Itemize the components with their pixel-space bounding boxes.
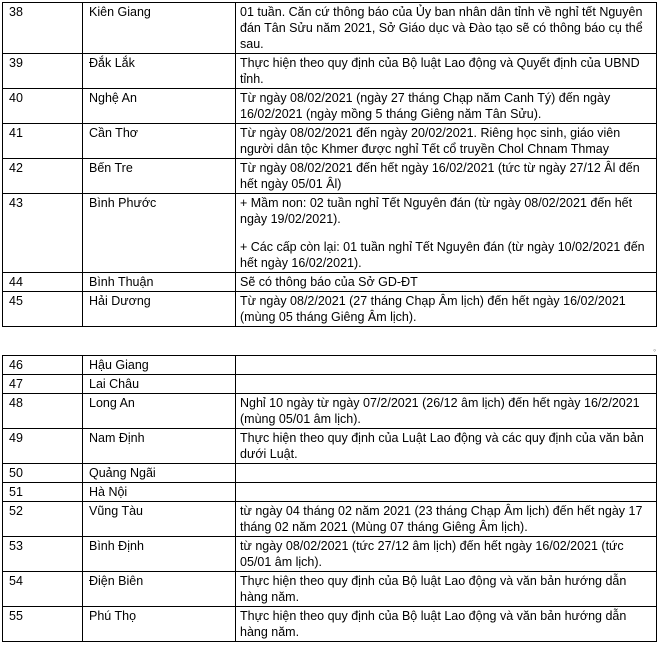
holiday-schedule bbox=[236, 483, 657, 502]
schedule-paragraph: Từ ngày 08/02/2021 (ngày 27 tháng Chạp năm Canh Tý) đến ngày 16/02/2021 (ngày mồng 5 tháng Giêng năm Tân Sửu). bbox=[240, 91, 611, 121]
row-number: 51 bbox=[3, 483, 83, 502]
schedule-paragraph: Thực hiện theo quy định của Bộ luật Lao động và Quyết định của UBND tỉnh. bbox=[240, 56, 640, 86]
province-name: Long An bbox=[83, 394, 236, 429]
table-row bbox=[3, 54, 657, 89]
holiday-table-part-1 bbox=[2, 2, 657, 327]
holiday-schedule bbox=[236, 502, 657, 537]
row-number: 55 bbox=[3, 607, 83, 642]
province-name: Hậu Giang bbox=[83, 356, 236, 375]
schedule-paragraph: Nghỉ 10 ngày từ ngày 07/2/2021 (26/12 âm lịch) đến hết ngày 16/2/2021 (mùng 05/01 âm lịch). bbox=[240, 396, 640, 426]
holiday-schedule bbox=[236, 159, 657, 194]
province-name: Nam Định bbox=[83, 429, 236, 464]
row-number: 48 bbox=[3, 394, 83, 429]
province-name: Kiên Giang bbox=[83, 3, 236, 54]
schedule-paragraph bbox=[240, 465, 652, 481]
holiday-schedule bbox=[236, 89, 657, 124]
holiday-schedule bbox=[236, 54, 657, 89]
holiday-schedule bbox=[236, 429, 657, 464]
table-row bbox=[3, 273, 657, 292]
holiday-schedule bbox=[236, 194, 657, 273]
province-name: Hà Nội bbox=[83, 483, 236, 502]
province-name: Bình Phước bbox=[83, 194, 236, 273]
table-row bbox=[3, 572, 657, 607]
holiday-schedule bbox=[236, 124, 657, 159]
row-number: 54 bbox=[3, 572, 83, 607]
schedule-paragraph: 01 tuần. Căn cứ thông báo của Ủy ban nhân dân tỉnh về nghỉ tết Nguyên đán Tân Sửu năm 2021, Sở Giáo dục và Đào tạo sẽ có thông báo cụ thể sau. bbox=[240, 5, 643, 51]
schedule-paragraph: Thực hiện theo quy định của Bộ luật Lao động và văn bản hướng dẫn hàng năm. bbox=[240, 574, 627, 604]
holiday-table-part-2 bbox=[2, 355, 657, 642]
table-row bbox=[3, 607, 657, 642]
schedule-paragraph: Thực hiện theo quy định của Bộ luật Lao động và văn bản hướng dẫn hàng năm. bbox=[240, 609, 627, 639]
table-row bbox=[3, 464, 657, 483]
row-number: 40 bbox=[3, 89, 83, 124]
schedule-paragraph: + Các cấp còn lại: 01 tuần nghỉ Tết Nguyên đán (từ ngày 10/02/2021 đến hết ngày 16/02/2021). bbox=[240, 240, 645, 270]
holiday-schedule bbox=[236, 375, 657, 394]
schedule-paragraph: Từ ngày 08/2/2021 (27 tháng Chạp Âm lịch) đến hết ngày 16/02/2021 (mùng 05 tháng Giêng Âm lịch). bbox=[240, 294, 626, 324]
row-number: 38 bbox=[3, 3, 83, 54]
row-number: 43 bbox=[3, 194, 83, 273]
schedule-paragraph: từ ngày 08/02/2021 (tức 27/12 âm lịch) đến hết ngày 16/02/2021 (tức 05/01 âm lịch). bbox=[240, 539, 624, 569]
page-break-marker: ◦ bbox=[653, 345, 657, 355]
row-number: 39 bbox=[3, 54, 83, 89]
schedule-paragraph: từ ngày 04 tháng 02 năm 2021 (23 tháng Chạp Âm lịch) đến hết ngày 17 tháng 02 năm 2021 (Mùng 07 tháng Giêng Âm lịch). bbox=[240, 504, 643, 534]
schedule-paragraph: Thực hiện theo quy định của Luật Lao động và các quy định của văn bản dưới Luật. bbox=[240, 431, 644, 461]
holiday-schedule bbox=[236, 356, 657, 375]
table-row bbox=[3, 483, 657, 502]
table-row bbox=[3, 3, 657, 54]
row-number: 46 bbox=[3, 356, 83, 375]
schedule-paragraph: Từ ngày 08/02/2021 đến hết ngày 16/02/2021 (tức từ ngày 27/12 Âl đến hết ngày 05/01 Âl) bbox=[240, 161, 640, 191]
table-row bbox=[3, 394, 657, 429]
schedule-paragraph bbox=[240, 357, 652, 373]
row-number: 50 bbox=[3, 464, 83, 483]
table-row bbox=[3, 356, 657, 375]
holiday-schedule bbox=[236, 273, 657, 292]
province-name: Lai Châu bbox=[83, 375, 236, 394]
table-row bbox=[3, 502, 657, 537]
holiday-schedule bbox=[236, 607, 657, 642]
table-row bbox=[3, 159, 657, 194]
row-number: 47 bbox=[3, 375, 83, 394]
schedule-paragraph: Sẽ có thông báo của Sở GD-ĐT bbox=[240, 275, 418, 289]
holiday-schedule bbox=[236, 464, 657, 483]
province-name: Đắk Lắk bbox=[83, 54, 236, 89]
row-number: 42 bbox=[3, 159, 83, 194]
table-body bbox=[3, 356, 657, 642]
province-name: Quảng Ngãi bbox=[83, 464, 236, 483]
holiday-schedule bbox=[236, 572, 657, 607]
row-number: 45 bbox=[3, 292, 83, 327]
schedule-paragraph bbox=[240, 376, 652, 392]
row-number: 52 bbox=[3, 502, 83, 537]
table-row bbox=[3, 375, 657, 394]
table-row bbox=[3, 89, 657, 124]
schedule-paragraph bbox=[240, 484, 652, 500]
province-name: Bình Thuận bbox=[83, 273, 236, 292]
table-body bbox=[3, 3, 657, 327]
province-name: Điện Biên bbox=[83, 572, 236, 607]
table-row bbox=[3, 292, 657, 327]
table-row bbox=[3, 537, 657, 572]
schedule-paragraph: + Mầm non: 02 tuần nghỉ Tết Nguyên đán (từ ngày 08/02/2021 đến hết ngày 19/02/2021). bbox=[240, 196, 633, 226]
holiday-schedule bbox=[236, 394, 657, 429]
province-name: Bình Định bbox=[83, 537, 236, 572]
holiday-schedule bbox=[236, 3, 657, 54]
holiday-schedule bbox=[236, 292, 657, 327]
row-number: 49 bbox=[3, 429, 83, 464]
province-name: Hải Dương bbox=[83, 292, 236, 327]
province-name: Nghệ An bbox=[83, 89, 236, 124]
row-number: 44 bbox=[3, 273, 83, 292]
table-row bbox=[3, 194, 657, 273]
province-name: Phú Thọ bbox=[83, 607, 236, 642]
schedule-paragraph: Từ ngày 08/02/2021 đến ngày 20/02/2021. Riêng học sinh, giáo viên người dân tộc Khmer được nghỉ Tết cổ truyền Chol Chnam Thmay bbox=[240, 126, 621, 156]
province-name: Bến Tre bbox=[83, 159, 236, 194]
table-row bbox=[3, 124, 657, 159]
holiday-schedule bbox=[236, 537, 657, 572]
row-number: 41 bbox=[3, 124, 83, 159]
row-number: 53 bbox=[3, 537, 83, 572]
table-row bbox=[3, 429, 657, 464]
province-name: Vũng Tàu bbox=[83, 502, 236, 537]
province-name: Cần Thơ bbox=[83, 124, 236, 159]
